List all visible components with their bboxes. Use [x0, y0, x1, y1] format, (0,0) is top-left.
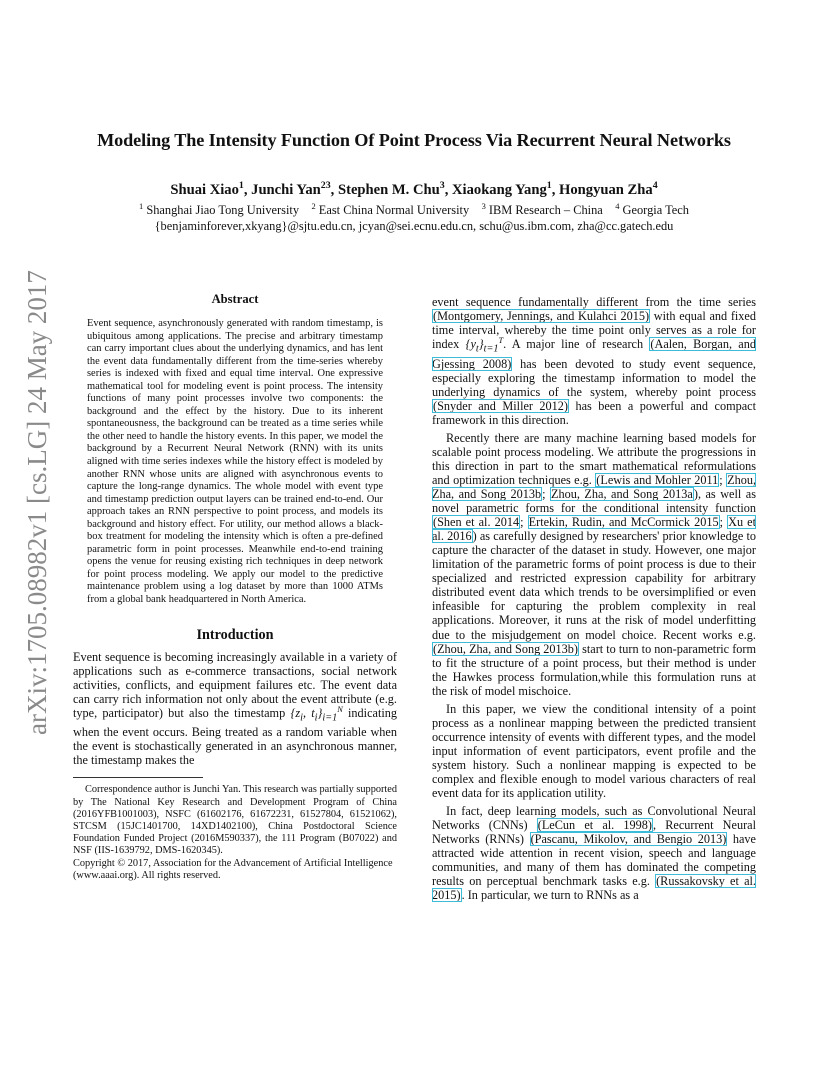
citation-link[interactable]: (Aalen, Borgan, and Gjessing 2008): [432, 337, 756, 371]
author-name: Stephen M. Chu: [337, 182, 440, 198]
author-name: Xiaokang Yang: [452, 182, 547, 198]
body-paragraph: [432, 431, 756, 698]
text-run: . In particular, we turn to RNNs as a: [461, 888, 639, 903]
citation-link[interactable]: (Russakovsky et al. 2015): [432, 874, 756, 903]
citation-link[interactable]: (Shen et al. 2014: [433, 515, 520, 530]
text-run: with equal and fixed time interval, whereby the time point only serves as a role for index: [432, 309, 756, 352]
abstract-heading: Abstract: [211, 292, 259, 306]
affiliation-list: [0, 200, 828, 218]
affil-sup: 4: [615, 200, 620, 211]
text-run: ), as well as novel parametric forms for the conditional intensity function: [432, 487, 756, 516]
footnote-divider: [73, 777, 203, 778]
citation-link[interactable]: Ertekin, Rudin, and McCormick 2015: [528, 515, 719, 530]
text-run: ;: [719, 473, 727, 487]
text-run: Event sequence is becoming increasingly available in a variety of applications such as e-commerce transactions, social network activities, conflicts, and equipment failures etc. The event data can carry rich information not only about the event attribute (e.g. type, participator) but also the timestamp: [73, 649, 397, 720]
author-sup: 23: [320, 180, 331, 192]
text-run: Recently there are many machine learning based models for scalable point process modeling. We attribute the progressions in this direction in part to the smart mathematical reformulations and optimization techniques e.g.: [432, 430, 756, 487]
body-paragraph: In this paper, we view the conditional intensity of a point process as a nonlinear mapping between the predicted transient occurrence intensity of events with different types, and the model input information of event participators, event profile and the system history. Such a nonlinear mapping is expected to be complex and flexible enough to model various characters of real event data for its application utility.: [432, 701, 756, 801]
text-run: has been devoted to study event sequence, especially exploring the timestamp information to model the underlying dynamics of the system, whereby point process: [432, 356, 756, 399]
text-run: have attracted wide attention in recent vision, speech and language communities, and many of them has dominated the competing results on perceptual benchmark tasks e.g.: [432, 832, 756, 889]
copyright-notice: Copyright © 2017, Association for the Advancement of Artificial Intelligence (www.aaai.org). All rights reserved.: [73, 857, 393, 881]
author-sup: 4: [652, 180, 658, 192]
inline-math: $\{y_t\}_{t=1}^T$: [465, 336, 504, 355]
affil-sup: 2: [311, 200, 316, 211]
text-run: has been a powerful and compact framework in this direction.: [432, 398, 756, 427]
affiliation: Georgia Tech: [622, 203, 689, 217]
body-paragraph: [432, 295, 756, 427]
affiliation: IBM Research – China: [488, 203, 603, 217]
citation-link[interactable]: (Pascanu, Mikolov, and Bengio 2013): [530, 832, 727, 847]
author-sup: 1: [546, 180, 552, 192]
inline-math: {$z_i$, $t_i\}_{i=1}^N$: [290, 704, 343, 724]
citation-link[interactable]: Zhou, Zha, and Song 2013a: [551, 487, 693, 502]
author-name: Hongyuan Zha: [559, 182, 653, 198]
arxiv-identifier: arXiv:1705.08982v1 [cs.LG] 24 May 2017: [22, 270, 52, 735]
author-list: Shuai Xiao$^1$, Junchi Yan$^{23}$, Stephen M. Chu$^3$, Xiaokang Yang$^1$, Hongyuan Zha$^4$: [170, 180, 658, 198]
author-name: Junchi Yan: [251, 182, 321, 198]
affil-sup: 1: [139, 200, 144, 211]
text-run: In fact, deep learning models, such as Convolutional Neural Networks (CNNs): [432, 804, 756, 833]
citation-link[interactable]: (Lewis and Mohler 2011: [596, 473, 719, 487]
text-run: indicating when the event occurs. Being treated as a random variable when the event is stochastically generated in an asynchronous manner, the timestamp makes the: [73, 705, 398, 768]
text-run: ) as carefully designed by researchers' prior knowledge to capture the character of the dataset in study. However, one major limitation of the parametric forms of point process is due to their specialized and restricted expression capability for arbitrary distributed event data which trends to be oversimplified or even infeasible for capturing the problem complexity in real applications. Moreover, it runs at the risk of model underfitting due to the misjudgement on model choice. Recent works e.g.: [432, 529, 756, 642]
author-name: Shuai Xiao: [170, 182, 239, 198]
text-run: , Recurrent Neural Networks (RNNs): [432, 818, 756, 847]
citation-link[interactable]: (Snyder and Miller 2012): [433, 398, 569, 413]
citation-link[interactable]: (Montgomery, Jennings, and Kulahci 2015): [433, 309, 650, 324]
right-column: [432, 295, 756, 902]
affil-sup: 3: [481, 200, 486, 211]
author-sup: 1: [238, 180, 244, 192]
text-run: start to turn to non-parametric form to fit the structure of a point process, but their method is under the Hawkes process formulation,while this formulation runs at the risk of model mischoice.: [432, 641, 757, 698]
body-paragraph: [432, 804, 756, 902]
citation-link[interactable]: (LeCun et al. 1998): [537, 818, 652, 833]
author-emails: {benjaminforever,xkyang}@sjtu.edu.cn, jcyan@sei.ecnu.edu.cn, schu@us.ibm.com, zha@cc.gatech.edu: [154, 219, 674, 233]
citation-link[interactable]: (Zhou, Zha, and Song 2013b): [433, 641, 579, 656]
paper-title: Modeling The Intensity Function Of Point Process Via Recurrent Neural Networks: [97, 130, 731, 150]
text-run: event sequence fundamentally different from the time series: [432, 295, 756, 309]
text-run: . A major line of research: [503, 337, 650, 352]
introduction-heading: Introduction: [196, 626, 274, 643]
intro-paragraph: [73, 650, 397, 768]
affiliation: Shanghai Jiao Tong University: [146, 203, 300, 217]
text-run: ;: [520, 515, 528, 530]
citation-link[interactable]: Zhou, Zha, and Song 2013b: [432, 473, 757, 502]
author-sup: 3: [439, 180, 445, 192]
text-run: ;: [542, 487, 551, 502]
citation-link[interactable]: Xu et al. 2016: [432, 515, 757, 544]
text-run: ;: [719, 515, 728, 530]
funding-footnote: Correspondence author is Junchi Yan. This research was partially supported by The National Key Research and Development Program of China (2016YFB1001003), NSFC (61602176, 61672231, 61527804, 61521062), STCSM (15JC1401700, 14XD1402100), China Postdoctoral Science Foundation Funded Project (2016M590337), the 111 Program (B07022) and NSF (IIS-1639792, DMS-1620345).: [73, 784, 397, 857]
abstract-text: Event sequence, asynchronously generated with random timestamp, is ubiquitous among applications. The precise and arbitrary timestamp can carry important clues about the underlying dynamics, and has lent the event data fundamentally different from the time-series whereby series is indexed with fixed and equal time interval. One expressive mathematical tool for modeling event is point process. The intensity functions of many point processes involve two components: the background and the effect by the history. Due to its inherent spontaneousness, the background can be treated as a time series while the other need to handle the history events. In this paper, we model the background by a Recurrent Neural Network (RNN) with its units aligned with time series indexes while the history effect is modeled by another RNN whose units are aligned with asynchronous events to capture the long-range dynamics. The whole model with event type and timestamp prediction output layers can be trained end-to-end. Our approach takes an RNN perspective to point process, and models its background and history effect. For utility, our method allows a black-box treatment for modeling the intensity which is often a pre-defined parametric form in point processes. Meanwhile end-to-end training opens the venue for reusing existing rich techniques in deep network for point process modeling. We apply our model to the predictive maintenance problem using a log dataset by more than 1000 ATMs from a global bank headquartered in North America.: [87, 318, 383, 606]
left-column: [73, 292, 397, 882]
affiliation: East China Normal University: [318, 203, 470, 217]
